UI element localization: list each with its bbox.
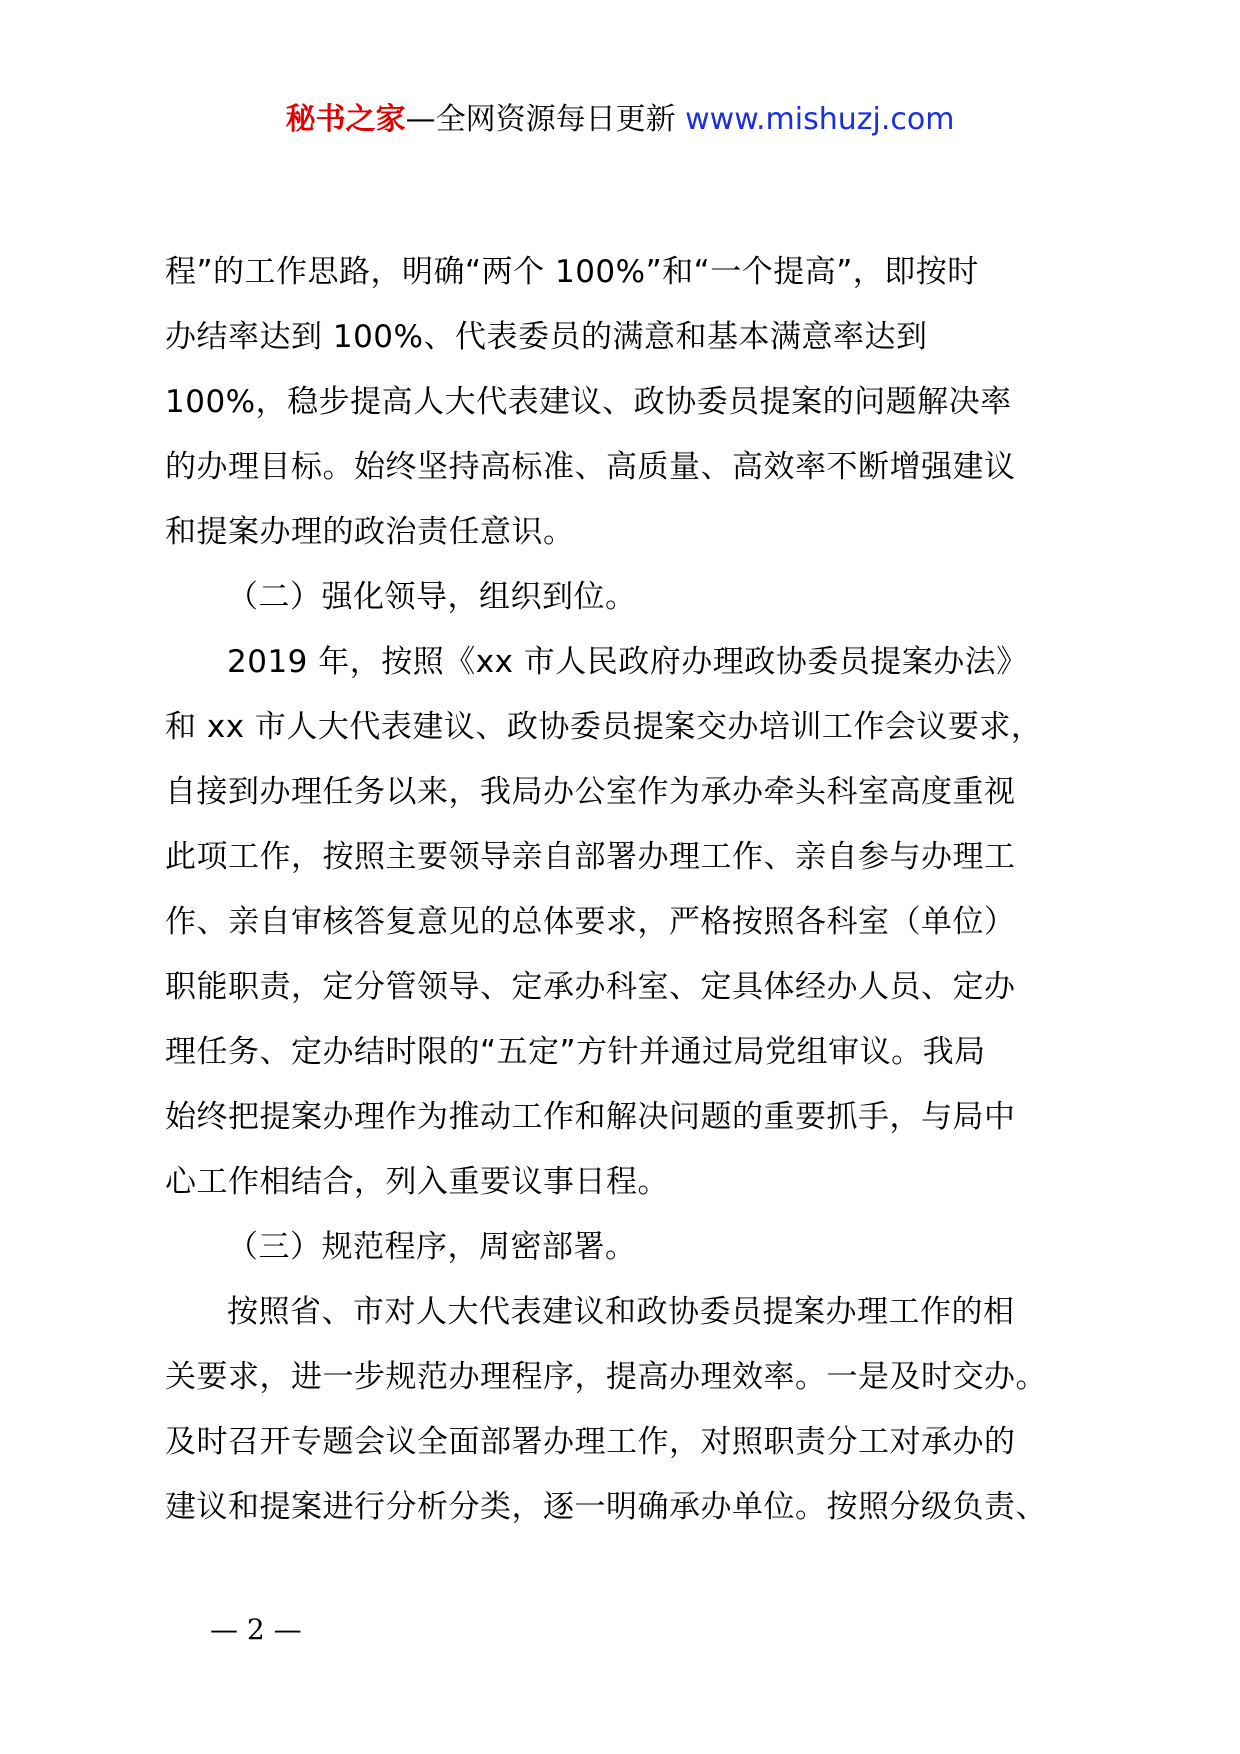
page-header: [0, 100, 1240, 140]
text-line: 100%，稳步提高人大代表建议、政协委员提案的问题解决率: [165, 384, 1012, 420]
document-body: [165, 240, 1100, 1540]
text-line: 理任务、定办结时限的“五定”方针并通过局党组审议。我局: [165, 1034, 986, 1070]
text-line: （三）规范程序，周密部署。: [227, 1229, 637, 1265]
text-line: 的办理目标。始终坚持高标准、高质量、高效率不断增强建议: [165, 449, 1016, 485]
text-line: 自接到办理任务以来，我局办公室作为承办牵头科室高度重视: [165, 774, 1016, 810]
paragraph: [165, 630, 1100, 1215]
text-line: 始终把提案办理作为推动工作和解决问题的重要抓手，与局中: [165, 1099, 1016, 1135]
site-brand: 秘书之家: [285, 102, 406, 137]
paragraph: [165, 565, 1100, 630]
text-line: 职能职责，定分管领导、定承办科室、定具体经办人员、定办: [165, 969, 1016, 1005]
text-line: 关要求，进一步规范办理程序，提高办理效率。一是及时交办。: [165, 1359, 1047, 1395]
text-line: 此项工作，按照主要领导亲自部署办理工作、亲自参与办理工: [165, 839, 1016, 875]
text-line: 和提案办理的政治责任意识。: [165, 514, 575, 550]
text-line: 程”的工作思路，明确“两个 100%”和“一个提高”，即按时: [165, 254, 979, 290]
site-url-link[interactable]: www.mishuzj.com: [685, 102, 955, 137]
paragraph: [165, 240, 1100, 565]
site-tagline: —全网资源每日更新: [405, 102, 686, 137]
text-line: 作、亲自审核答复意见的总体要求，严格按照各科室（单位）: [165, 904, 1016, 940]
paragraph: [165, 1280, 1100, 1540]
page-number: — 2 —: [210, 1613, 302, 1646]
text-line: 心工作相结合，列入重要议事日程。: [165, 1164, 669, 1200]
text-line: （二）强化领导，组织到位。: [227, 579, 637, 615]
text-line: 建议和提案进行分析分类，逐一明确承办单位。按照分级负责、: [165, 1489, 1047, 1525]
text-line: 按照省、市对人大代表建议和政协委员提案办理工作的相: [227, 1294, 1015, 1330]
text-line: 2019 年，按照《xx 市人民政府办理政协委员提案办法》: [227, 644, 1028, 680]
text-line: 和 xx 市人大代表建议、政协委员提案交办培训工作会议要求，: [165, 709, 1043, 745]
paragraph: [165, 1215, 1100, 1280]
text-line: 办结率达到 100%、代表委员的满意和基本满意率达到: [165, 319, 928, 355]
text-line: 及时召开专题会议全面部署办理工作，对照职责分工对承办的: [165, 1424, 1016, 1460]
